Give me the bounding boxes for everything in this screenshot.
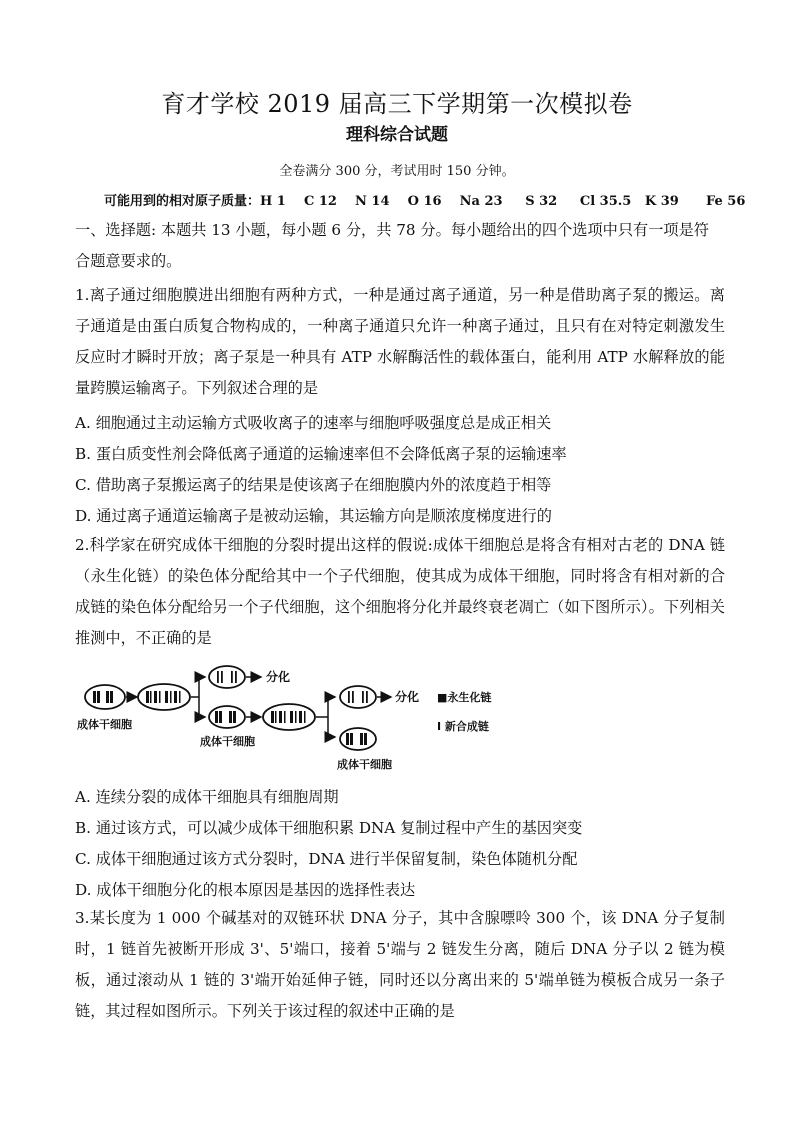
atomic-masses: 可能用到的相对原子质量：H 1 C 12 N 14 O 16 Na 23 S 32 Cl 35.5 K 39 Fe 56: [104, 194, 746, 209]
label-stem-cell-2: 成体干细胞: [200, 735, 255, 748]
question-3-stem: 3.某长度为 1 000 个碱基对的双链环状 DNA 分子，其中含腺嘌呤 300 个，该 DNA 分子复制时，1 链首先被断开形成 3'、5'端口，接着 5'端与 2 链发生分离，随后 DNA 分子以 2 链为模板，通过滚动从 1 链的 3'端开始延伸子链，同时还以分离出来的 5'端单链为模板合成另一条子链，其过程如图所示。下列关于该过程的叙述中正确的是: [75, 909, 725, 1020]
score-note: 全卷满分 300 分，考试用时 150 分钟。: [279, 164, 515, 179]
exam-subtitle: 理科综合试题: [346, 125, 448, 145]
question-1-option-b: B. 蛋白质变性剂会降低离子通道的运输速率但不会降低离子泵的运输速率: [75, 445, 567, 463]
exam-title: 育才学校 2019 届高三下学期第一次模拟卷: [161, 90, 633, 118]
section-heading-line1: 一、选择题: 本题共 13 小题，每小题 6 分，共 78 分。每小题给出的四个选项中只有一项是符: [75, 221, 709, 239]
label-stem-cell-3: 成体干细胞: [337, 758, 392, 771]
daughter-stem-cell-2: [340, 728, 376, 750]
label-stem-cell-1: 成体干细胞: [77, 718, 132, 731]
section-heading-line2: 合题意要求的。: [75, 252, 182, 270]
label-differentiate-1: 分化: [266, 670, 291, 684]
question-2-stem: 2.科学家在研究成体干细胞的分裂时提出这样的假说:成体干细胞总是将含有相对古老的 DNA 链（永生化链）的染色体分配给其中一个子代细胞，使其成为成体干细胞，同时将含有相对新的合成链的染色体分配给另一个子代细胞，这个细胞将分化并最终衰老凋亡（如下图所示）。下列相关推测中，不正确的是: [75, 536, 725, 647]
question-2-option-a: A. 连续分裂的成体干细胞具有细胞周期: [75, 788, 339, 806]
question-2-option-d: D. 成体干细胞分化的根本原因是基因的选择性表达: [75, 881, 416, 899]
differentiating-cell-2: [340, 686, 376, 708]
differentiating-cell-1: [209, 666, 245, 688]
legend-new-strand: Ⅰ 新合成链: [437, 720, 489, 733]
stem-cell-division-diagram: [75, 655, 515, 773]
parent-stem-cell: [85, 685, 125, 709]
question-1-stem: 1.离子通过细胞膜进出细胞有两种方式，一种是通过离子通道，另一种是借助离子泵的搬运。离子通道是由蛋白质复合物构成的，一种离子通道只允许一种离子通过，且只有在对特定刺激发生反应时才瞬时开放；离子泵是一种具有 ATP 水解酶活性的载体蛋白，能利用 ATP 水解释放的能量跨膜运输离子。下列叙述合理的是: [75, 286, 725, 397]
replicated-stem-cell: [138, 684, 190, 710]
label-differentiate-2: 分化: [395, 690, 420, 704]
replicated-stem-cell-2: [263, 704, 315, 730]
question-1-option-d: D. 通过离子通道运输离子是被动运输，其运输方向是顺浓度梯度进行的: [75, 507, 552, 525]
section-heading: [75, 215, 725, 277]
question-1-option-a: A. 细胞通过主动运输方式吸收离子的速率与细胞呼吸强度总是成正相关: [75, 414, 552, 432]
daughter-stem-cell-1: [209, 706, 245, 728]
legend-immortal-strand: ■永生化链: [437, 691, 492, 704]
question-1-option-c: C. 借助离子泵搬运离子的结果是使该离子在细胞膜内外的浓度趋于相等: [75, 476, 552, 494]
question-2-option-c: C. 成体干细胞通过该方式分裂时，DNA 进行半保留复制，染色体随机分配: [75, 850, 578, 868]
question-2-option-b: B. 通过该方式，可以减少成体干细胞积累 DNA 复制过程中产生的基因突变: [75, 819, 583, 837]
